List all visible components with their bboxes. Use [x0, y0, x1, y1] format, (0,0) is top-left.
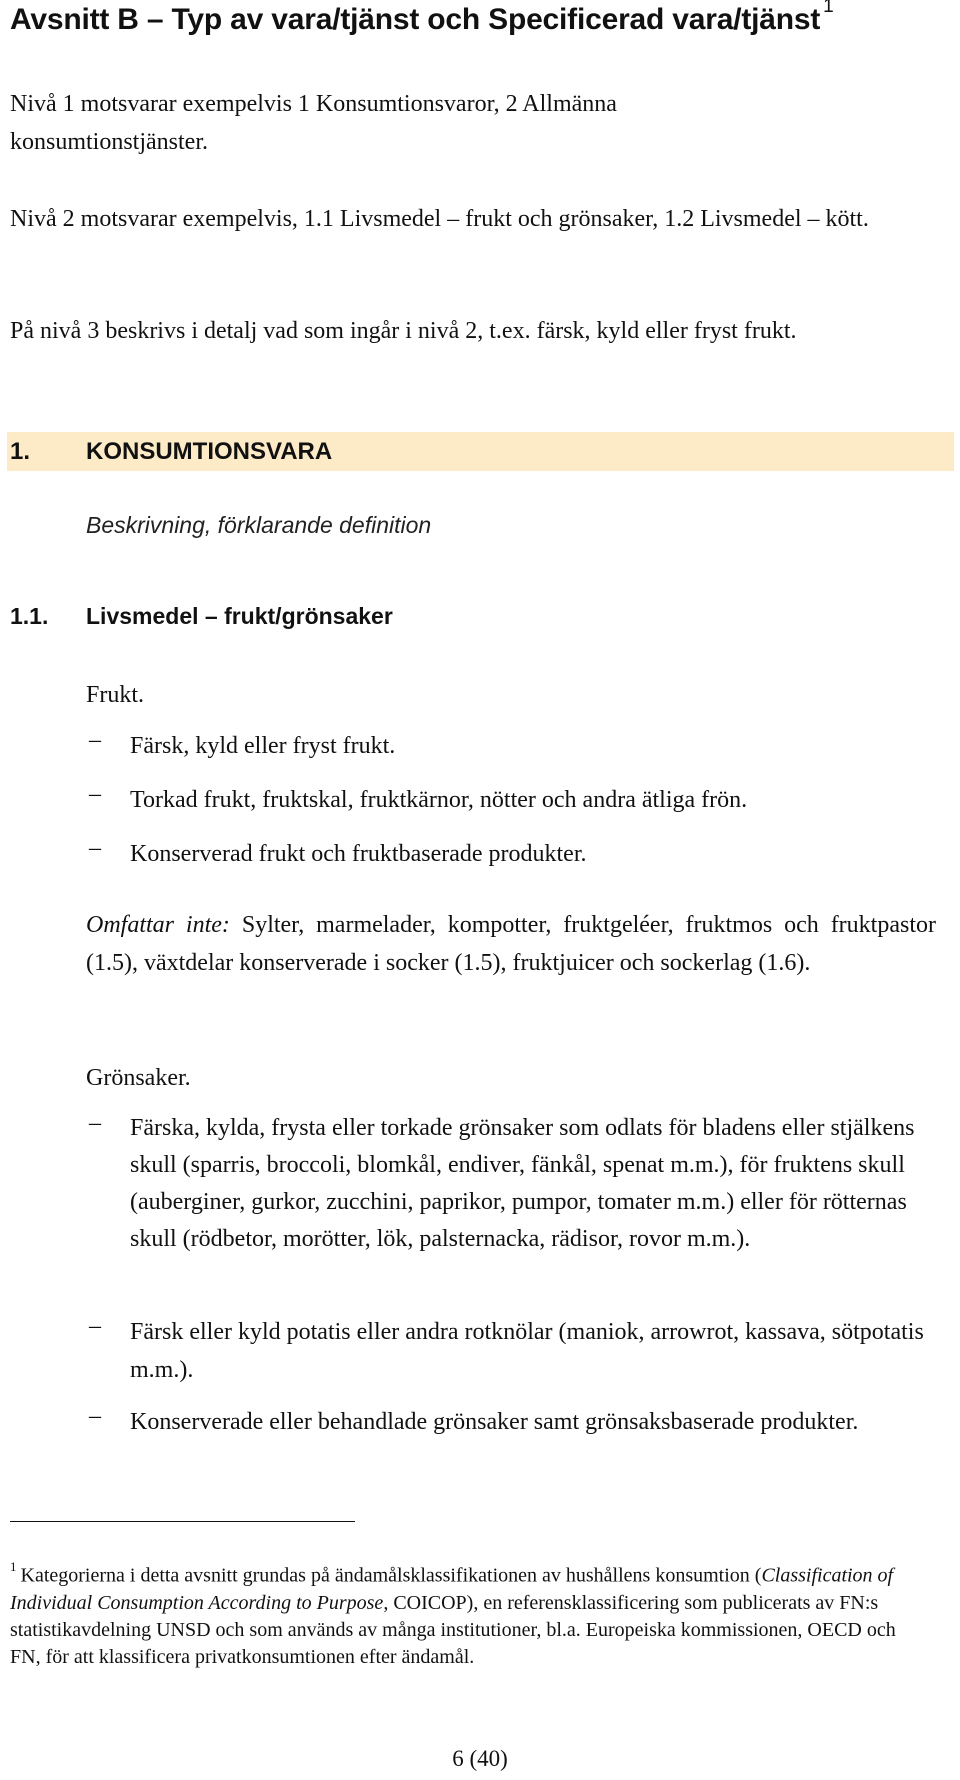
list-dash: – [89, 1313, 101, 1339]
exclusion-paragraph [86, 906, 936, 982]
frukt-heading: Frukt. [86, 682, 145, 708]
page-number: 6 (40) [452, 1746, 508, 1771]
section-title: KONSUMTIONSVARA [86, 438, 333, 465]
list-dash: – [89, 727, 101, 753]
exclusion-text: Sylter, marmelader, kompotter, fruktgeléer, fruktmos och fruktpastor (1.5), växtdelar konserverade i socker (1.5), fruktjuicer och sockerlag (1.6). [86, 912, 936, 976]
section-heading [10, 2, 834, 37]
description-label: Beskrivning, förklarande definition [86, 512, 432, 538]
list-dash: – [89, 1403, 101, 1429]
exclusion-label: Omfattar inte: [86, 912, 230, 938]
subsection-number: 1.1. [10, 603, 49, 629]
footnote-text-end: , COICOP), en referensklassificering som publicerats av FN:s statistikavdelning UNSD och som används av många institutioner, bl.a. Europeiska kommissionen, OECD och FN, för att klassificera privatkonsumtionen efter ändamål. [10, 1591, 896, 1668]
intro-paragraph-level-2: Nivå 2 motsvarar exempelvis, 1.1 Livsmedel – frukt och grönsaker, 1.2 Livsmedel – kött. [10, 206, 869, 232]
list-dash: – [89, 781, 101, 807]
gronsaker-list-item: Färsk eller kyld potatis eller andra rotknölar (maniok, arrowrot, kassava, sötpotatis m.m.). [130, 1319, 924, 1383]
footnote-italic-title: Classification of Individual Consumption According to Purpose [10, 1564, 894, 1614]
gronsaker-heading: Grönsaker. [86, 1065, 191, 1091]
section-heading-text: Avsnitt B – Typ av vara/tjänst och Specificerad vara/tjänst [10, 3, 821, 36]
footnote-text-start: Kategorierna i detta avsnitt grundas på ändamålsklassifikationen av hushållens konsumtion ( [20, 1564, 762, 1587]
footnote-divider [10, 1521, 355, 1522]
list-dash: – [89, 835, 101, 861]
frukt-list-item: Färsk, kyld eller fryst frukt. [130, 733, 396, 759]
footnote [10, 1556, 910, 1671]
gronsaker-list-item: Färska, kylda, frysta eller torkade grönsaker som odlats för bladens eller stjälkens skull (sparris, broccoli, blomkål, endiver, fänkål, spenat m.m.), för fruktens skull (auberginer, gurkor, zucchini, paprikor, pumpor, tomater m.m.) eller för rötternas skull (rödbetor, morötter, lök, palsternacka, rädisor, rovor m.m.). [130, 1115, 915, 1252]
frukt-list-item: Konserverad frukt och fruktbaserade produkter. [130, 841, 587, 867]
intro-paragraph-level-1: Nivå 1 motsvarar exempelvis 1 Konsumtionsvaror, 2 Allmänna konsumtionstjänster. [10, 91, 617, 155]
footnote-reference: 1 [823, 0, 834, 17]
footnote-marker: 1 [10, 1559, 17, 1574]
list-dash: – [89, 1110, 101, 1136]
gronsaker-list-item: Konserverade eller behandlade grönsaker samt grönsaksbaserade produkter. [130, 1409, 859, 1435]
intro-paragraph-level-3: På nivå 3 beskrivs i detalj vad som ingår i nivå 2, t.ex. färsk, kyld eller fryst frukt. [10, 318, 797, 344]
frukt-list-item: Torkad frukt, fruktskal, fruktkärnor, nötter och andra ätliga frön. [130, 787, 748, 813]
section-number: 1. [10, 438, 31, 465]
subsection-title: Livsmedel – frukt/grönsaker [86, 603, 393, 629]
